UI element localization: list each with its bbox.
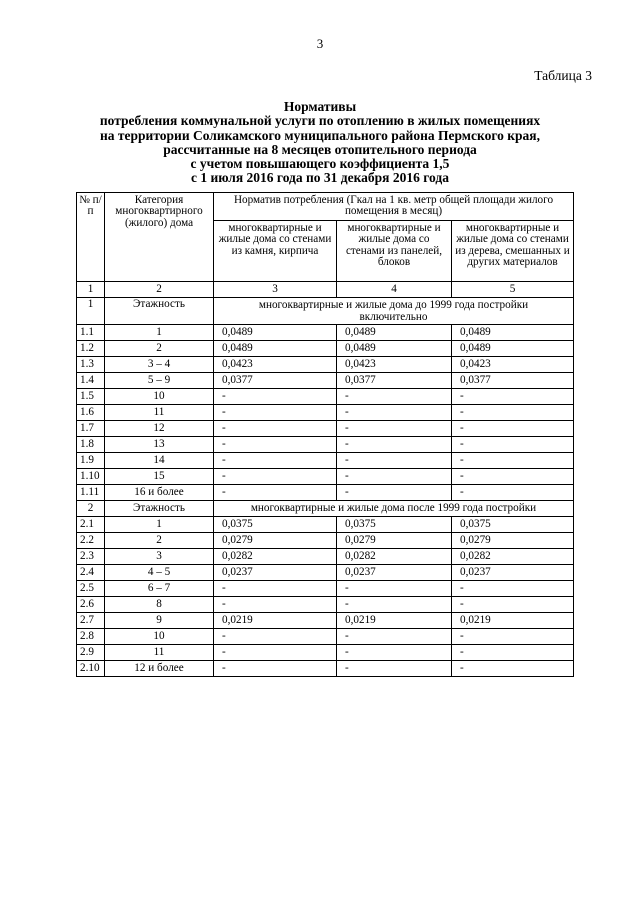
value-panels-blocks: - [337, 628, 452, 644]
value-wood-mixed: - [452, 420, 574, 436]
table-row [77, 420, 574, 436]
title-line: на территории Соликамского муниципального района Пермского края, [100, 127, 540, 143]
value-panels-blocks: - [337, 404, 452, 420]
header-category: Категория многоквартирного (жилого) дома [105, 193, 214, 282]
header-norm-group: Норматив потребления (Гкал на 1 кв. метр общей площади жилого помещения в месяц) [214, 193, 574, 221]
table-row [77, 660, 574, 676]
row-category: 1 [105, 324, 214, 340]
value-wood-mixed: 0,0377 [452, 372, 574, 388]
row-category: 10 [105, 628, 214, 644]
value-wood-mixed: - [452, 436, 574, 452]
value-stone-brick: - [214, 420, 337, 436]
row-number: 1.10 [77, 468, 105, 484]
row-category: 10 [105, 388, 214, 404]
row-category: 16 и более [105, 484, 214, 500]
header-wood-mixed: многоквартирные и жилые дома со стенами из дерева, смешанных и других материалов [452, 220, 574, 281]
row-category: 13 [105, 436, 214, 452]
row-number: 1.1 [77, 324, 105, 340]
value-stone-brick: 0,0279 [214, 532, 337, 548]
row-number: 1.5 [77, 388, 105, 404]
row-number: 1.9 [77, 452, 105, 468]
section-number: 2 [77, 500, 105, 516]
title-line: Нормативы [283, 99, 357, 114]
title-line: с 1 июля 2016 года по 31 декабря 2016 года [191, 170, 449, 186]
section-label: Этажность [105, 297, 214, 324]
row-number: 2.7 [77, 612, 105, 628]
table-row [77, 612, 574, 628]
value-wood-mixed: 0,0423 [452, 356, 574, 372]
row-category: 11 [105, 404, 214, 420]
row-category: 4 – 5 [105, 564, 214, 580]
section-title: многоквартирные и жилые дома до 1999 года постройки включительно [214, 297, 574, 324]
value-wood-mixed: 0,0375 [452, 516, 574, 532]
value-stone-brick: - [214, 596, 337, 612]
value-stone-brick: - [214, 580, 337, 596]
section-title: многоквартирные и жилые дома после 1999 года постройки [214, 500, 574, 516]
table-row [77, 436, 574, 452]
value-panels-blocks: - [337, 388, 452, 404]
value-wood-mixed: - [452, 468, 574, 484]
value-wood-mixed: - [452, 404, 574, 420]
value-wood-mixed: 0,0279 [452, 532, 574, 548]
value-wood-mixed: - [452, 388, 574, 404]
row-number: 1.2 [77, 340, 105, 356]
column-number: 1 [77, 281, 105, 297]
column-number-row [77, 281, 574, 297]
section-label: Этажность [105, 500, 214, 516]
table-row [77, 372, 574, 388]
row-number: 2.3 [77, 548, 105, 564]
value-stone-brick: - [214, 484, 337, 500]
row-number: 1.4 [77, 372, 105, 388]
value-wood-mixed: 0,0237 [452, 564, 574, 580]
value-wood-mixed: - [452, 484, 574, 500]
value-panels-blocks: 0,0489 [337, 324, 452, 340]
table-row [77, 548, 574, 564]
title-line: потребления коммунальной услуги по отоплению в жилых помещениях [99, 113, 541, 129]
value-panels-blocks: 0,0219 [337, 612, 452, 628]
value-stone-brick: 0,0219 [214, 612, 337, 628]
row-number: 2.9 [77, 644, 105, 660]
value-panels-blocks: 0,0282 [337, 548, 452, 564]
value-panels-blocks: 0,0377 [337, 372, 452, 388]
table-row [77, 580, 574, 596]
value-panels-blocks: - [337, 452, 452, 468]
value-wood-mixed: - [452, 452, 574, 468]
value-stone-brick: 0,0282 [214, 548, 337, 564]
header-stone-brick: многоквартирные и жилые дома со стенами из камня, кирпича [214, 220, 337, 281]
row-number: 1.8 [77, 436, 105, 452]
row-category: 15 [105, 468, 214, 484]
row-number: 2.6 [77, 596, 105, 612]
table-row [77, 404, 574, 420]
row-category: 11 [105, 644, 214, 660]
section-number: 1 [77, 297, 105, 324]
value-wood-mixed: - [452, 660, 574, 676]
value-stone-brick: - [214, 660, 337, 676]
value-wood-mixed: 0,0282 [452, 548, 574, 564]
title-line: рассчитанные на 8 месяцев отопительного периода [163, 141, 477, 157]
table-row [77, 340, 574, 356]
column-number: 3 [214, 281, 337, 297]
value-panels-blocks: - [337, 644, 452, 660]
table-row [77, 324, 574, 340]
value-wood-mixed: - [452, 580, 574, 596]
row-number: 1.3 [77, 356, 105, 372]
value-panels-blocks: - [337, 596, 452, 612]
column-number: 4 [337, 281, 452, 297]
value-stone-brick: 0,0377 [214, 372, 337, 388]
value-wood-mixed: 0,0489 [452, 324, 574, 340]
row-category: 2 [105, 532, 214, 548]
table-row [77, 516, 574, 532]
row-number: 2.10 [77, 660, 105, 676]
row-number: 2.2 [77, 532, 105, 548]
value-stone-brick: 0,0423 [214, 356, 337, 372]
value-panels-blocks: 0,0489 [337, 340, 452, 356]
value-wood-mixed: 0,0489 [452, 340, 574, 356]
table-row [77, 484, 574, 500]
value-stone-brick: 0,0489 [214, 324, 337, 340]
value-stone-brick: 0,0489 [214, 340, 337, 356]
value-stone-brick: - [214, 436, 337, 452]
value-panels-blocks: - [337, 660, 452, 676]
value-wood-mixed: 0,0219 [452, 612, 574, 628]
title-line: с учетом повышающего коэффициента 1,5 [190, 156, 450, 172]
row-number: 1.6 [77, 404, 105, 420]
value-panels-blocks: 0,0375 [337, 516, 452, 532]
row-category: 12 [105, 420, 214, 436]
header-row [77, 193, 574, 221]
row-number: 2.5 [77, 580, 105, 596]
value-stone-brick: - [214, 404, 337, 420]
row-number: 2.4 [77, 564, 105, 580]
value-stone-brick: - [214, 388, 337, 404]
row-category: 1 [105, 516, 214, 532]
table-row [77, 596, 574, 612]
value-panels-blocks: 0,0423 [337, 356, 452, 372]
value-wood-mixed: - [452, 596, 574, 612]
value-panels-blocks: - [337, 468, 452, 484]
table-row [77, 628, 574, 644]
table-label: Таблица 3 [534, 68, 592, 83]
row-category: 2 [105, 340, 214, 356]
value-panels-blocks: 0,0237 [337, 564, 452, 580]
row-number: 1.11 [77, 484, 105, 500]
row-category: 3 [105, 548, 214, 564]
column-number: 5 [452, 281, 574, 297]
value-wood-mixed: - [452, 628, 574, 644]
table-row [77, 644, 574, 660]
value-panels-blocks: - [337, 484, 452, 500]
row-category: 9 [105, 612, 214, 628]
value-panels-blocks: - [337, 420, 452, 436]
value-stone-brick: - [214, 628, 337, 644]
row-category: 12 и более [105, 660, 214, 676]
section-2-row [77, 500, 574, 516]
table-row [77, 532, 574, 548]
row-number: 2.1 [77, 516, 105, 532]
value-panels-blocks: 0,0279 [337, 532, 452, 548]
value-stone-brick: 0,0375 [214, 516, 337, 532]
value-wood-mixed: - [452, 644, 574, 660]
value-panels-blocks: - [337, 580, 452, 596]
header-panels-blocks: многоквартирные и жилые дома со стенами из панелей, блоков [337, 220, 452, 281]
table-row [77, 388, 574, 404]
value-stone-brick: - [214, 644, 337, 660]
table-row [77, 564, 574, 580]
value-stone-brick: 0,0237 [214, 564, 337, 580]
value-stone-brick: - [214, 468, 337, 484]
table-row [77, 468, 574, 484]
section-1-row [77, 297, 574, 324]
row-category: 14 [105, 452, 214, 468]
row-category: 6 – 7 [105, 580, 214, 596]
value-stone-brick: - [214, 452, 337, 468]
document-title [60, 100, 580, 186]
table-row [77, 356, 574, 372]
page-number: 3 [316, 36, 324, 51]
row-number: 1.7 [77, 420, 105, 436]
value-panels-blocks: - [337, 436, 452, 452]
row-category: 5 – 9 [105, 372, 214, 388]
header-number: № п/п [77, 193, 105, 282]
column-number: 2 [105, 281, 214, 297]
table-row [77, 452, 574, 468]
row-category: 3 – 4 [105, 356, 214, 372]
norms-table [76, 192, 574, 677]
row-category: 8 [105, 596, 214, 612]
row-number: 2.8 [77, 628, 105, 644]
